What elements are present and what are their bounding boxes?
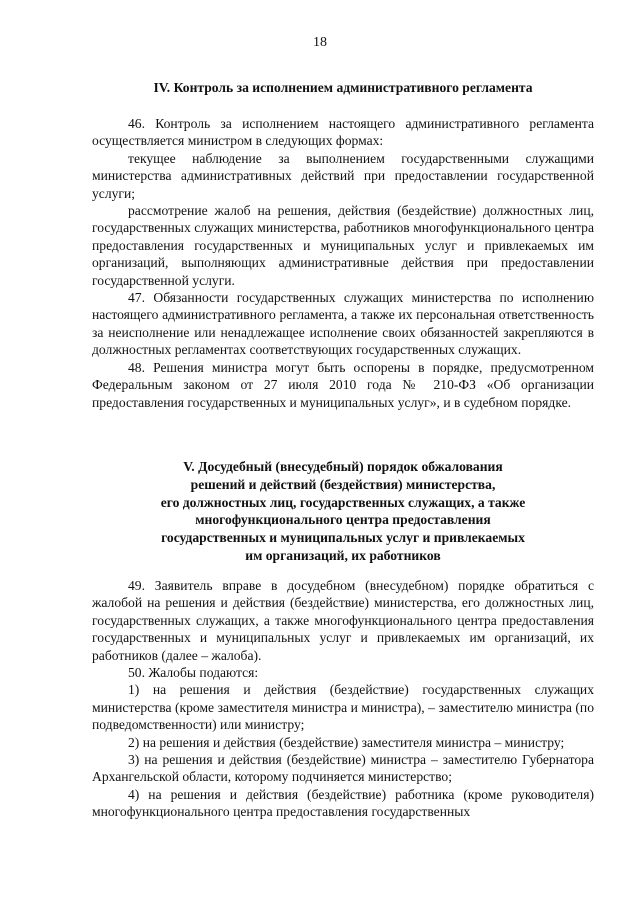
section-v-heading-line: многофункционального центра предоставления xyxy=(195,512,491,528)
paragraph-50-item-1: 1) на решения и действия (бездействие) государственных служащих министерства (кроме заместителя министра и министра), – заместителю министра (по подведомственности) или министру; xyxy=(92,682,594,733)
section-v-heading-line: решений и действий (бездействия) министерства, xyxy=(190,476,496,492)
paragraph-46: 46. Контроль за исполнением настоящего административного регламента осуществляется министром в следующих формах: xyxy=(92,116,594,149)
section-v-heading xyxy=(92,458,594,565)
paragraph-50: 50. Жалобы подаются: xyxy=(128,665,259,681)
paragraph-46-form-2: рассмотрение жалоб на решения, действия (бездействие) должностных лиц, государственных служащих министерства, работников многофункционального центра предоставления государственных и муниципальных услуг и привлекаемых им организаций, выполняющих административные действия при предоставлении государственной услуги. xyxy=(92,203,594,288)
paragraph-50-item-3: 3) на решения и действия (бездействие) министра – заместителю Губернатора Архангельской области, которому подчиняется министерство; xyxy=(92,752,594,785)
section-v-heading-line: его должностных лиц, государственных служащих, а также xyxy=(160,494,526,510)
paragraph-50-item-2: 2) на решения и действия (бездействие) заместителя министра – министру; xyxy=(128,734,565,750)
paragraph-46-form-1: текущее наблюдение за выполнением государственными служащими министерства административных действий при предоставлении государственной услуги; xyxy=(92,150,594,201)
page-number: 18 xyxy=(313,35,327,50)
section-iv-heading: IV. Контроль за исполнением административного регламента xyxy=(153,80,533,95)
paragraph-47: 47. Обязанности государственных служащих министерства по исполнению настоящего административного регламента, а также их персональная ответственность за неисполнение или ненадлежащее исполнение своих обязанностей закрепляются в должностных регламентах соответствующих государственных служащих. xyxy=(92,290,594,358)
section-iv-body xyxy=(92,115,594,411)
section-v-heading-line: им организаций, их работников xyxy=(245,547,441,563)
section-v-heading-line: государственных и муниципальных услуг и привлекаемых xyxy=(161,530,525,546)
paragraph-49: 49. Заявитель вправе в досудебном (внесудебном) порядке обратиться с жалобой на решения и действия (бездействие) министерства, его должностных лиц, государственных служащих, а также многофункционального центра предоставления государственных и муниципальных услуг и привлекаемых им организаций, их работников (далее – жалоба). xyxy=(92,578,594,663)
section-v-body xyxy=(92,577,594,821)
paragraph-50-item-4: 4) на решения и действия (бездействие) работника (кроме руководителя) многофункционального центра предоставления государственных xyxy=(92,786,594,820)
paragraph-48: 48. Решения министра могут быть оспорены в порядке, предусмотренном Федеральным законом от 27 июля 2010 года № 210-ФЗ «Об организации предоставления государственных и муниципальных услуг», и в судебном порядке. xyxy=(92,359,594,410)
section-v-heading-line: V. Досудебный (внесудебный) порядок обжалования xyxy=(183,459,503,474)
